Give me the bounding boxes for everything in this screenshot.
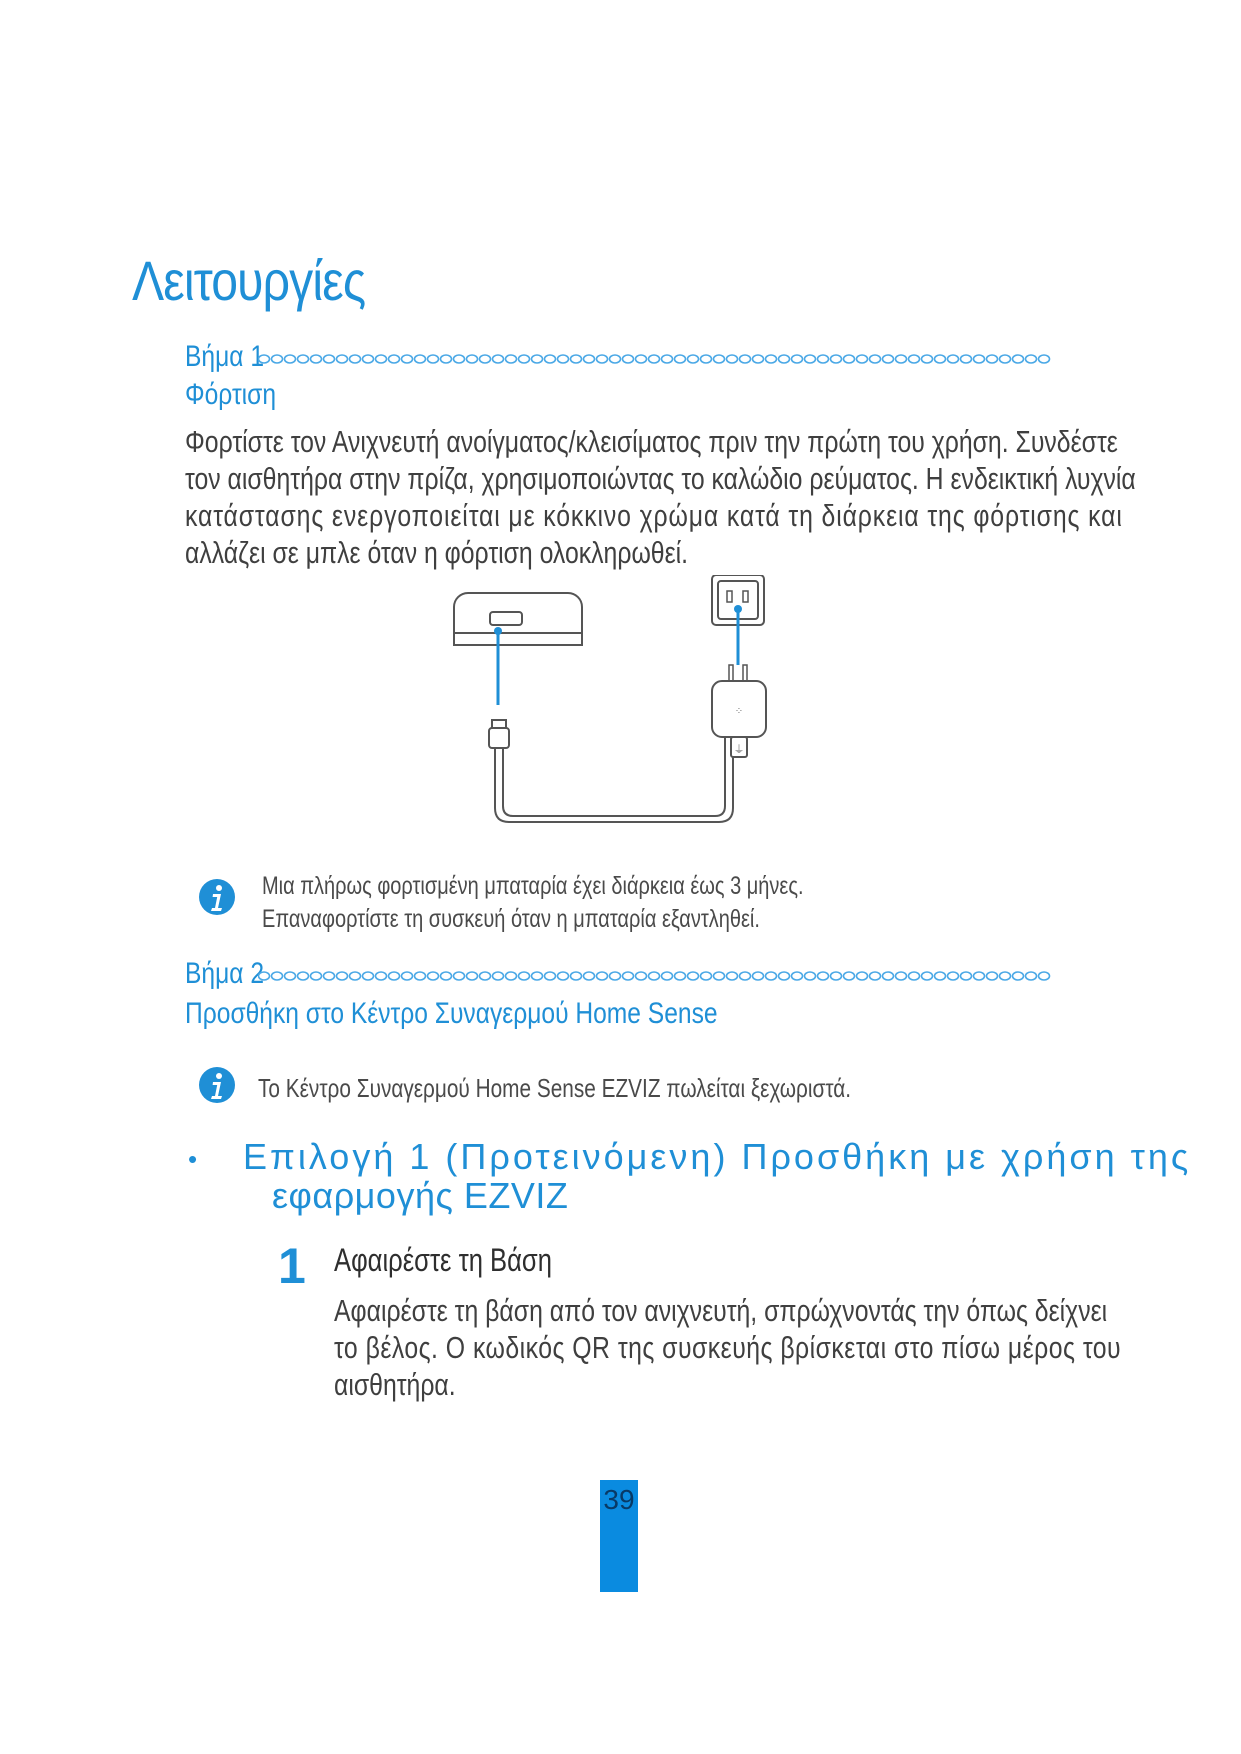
svg-text:⏚: ⏚ (733, 743, 745, 756)
rule-dot (740, 972, 751, 980)
rule-dot (571, 355, 582, 363)
rule-dot (597, 355, 608, 363)
rule-dot (428, 972, 439, 980)
rule-dot (350, 972, 361, 980)
rule-dot (805, 972, 816, 980)
rule-dot (467, 972, 478, 980)
rule-dot (701, 972, 712, 980)
rule-dot (519, 355, 530, 363)
rule-dot (922, 355, 933, 363)
step-1-label: Βήμα 1 (185, 340, 265, 373)
rule-dot (636, 355, 647, 363)
note-line: Επαναφορτίστε τη συσκευή όταν η μπαταρία εξαντληθεί. (262, 905, 760, 933)
rule-dot (675, 355, 686, 363)
option-1-heading-line-1: Επιλογή 1 (Προτεινόμενη) Προσθήκη με χρήση της (243, 1136, 1192, 1177)
rule-dot (285, 355, 296, 363)
body-line: Αφαιρέστε τη βάση από τον ανιχνευτή, σπρώχνοντάς την όπως δείχνει (334, 1293, 1108, 1328)
step-2-note: Το Κέντρο Συναγερμού Home Sense EZVIZ πωλείται ξεχωριστά. (258, 1073, 852, 1103)
rule-dot (649, 972, 660, 980)
body-line: αισθητήρα. (334, 1367, 456, 1402)
rule-dot (649, 355, 660, 363)
rule-dot (324, 355, 335, 363)
rule-dot (584, 972, 595, 980)
rule-dot (662, 355, 673, 363)
rule-dot (818, 972, 829, 980)
rule-dot (636, 972, 647, 980)
rule-dot (1000, 355, 1011, 363)
rule-dot (1013, 355, 1024, 363)
rule-dot (766, 972, 777, 980)
rule-dot (766, 355, 777, 363)
rule-dot (480, 972, 491, 980)
rule-dot (259, 355, 270, 363)
rule-dot (961, 972, 972, 980)
rule-dot (883, 355, 894, 363)
rule-dot (935, 972, 946, 980)
rule-dot (415, 355, 426, 363)
rule-dot (610, 355, 621, 363)
rule-dot (571, 972, 582, 980)
rule-dot (1039, 355, 1050, 363)
step-1-dotted-rule (258, 350, 1053, 368)
rule-dot (896, 972, 907, 980)
rule-dot (545, 972, 556, 980)
rule-dot (805, 355, 816, 363)
rule-dot (272, 972, 283, 980)
step-1-note (262, 870, 939, 936)
rule-dot (519, 972, 530, 980)
rule-dot (337, 355, 348, 363)
rule-dot (1026, 355, 1037, 363)
rule-dot (558, 355, 569, 363)
step-2-dotted-rule (258, 967, 1053, 985)
rule-dot (363, 972, 374, 980)
rule-dot (961, 355, 972, 363)
rule-dot (753, 972, 764, 980)
rule-dot (428, 355, 439, 363)
rule-dot (1013, 972, 1024, 980)
micro-usb-plug (489, 720, 509, 748)
rule-dot (779, 972, 790, 980)
rule-dot (948, 355, 959, 363)
rule-dot (441, 355, 452, 363)
rule-dot (259, 972, 270, 980)
power-adapter (712, 665, 766, 757)
rule-dot (688, 355, 699, 363)
body-line: αλλάζει σε μπλε όταν η φόρτιση ολοκληρωθεί. (185, 535, 689, 570)
rule-dot (1000, 972, 1011, 980)
body-line: κατάστασης ενεργοποιείται με κόκκινο χρώμα κατά τη διάρκεια της φόρτισης και (185, 498, 1123, 533)
rule-dot (857, 972, 868, 980)
rule-dot (532, 355, 543, 363)
rule-dot (714, 355, 725, 363)
rule-dot (883, 972, 894, 980)
cable (495, 738, 733, 822)
rule-dot (792, 355, 803, 363)
rule-dot (909, 355, 920, 363)
rule-dot (740, 355, 751, 363)
step-1-body (185, 423, 1185, 571)
rule-dot (623, 355, 634, 363)
rule-dot (467, 355, 478, 363)
rule-dot (935, 355, 946, 363)
rule-dot (298, 972, 309, 980)
rule-dot (493, 972, 504, 980)
rule-dot (844, 355, 855, 363)
body-line: το βέλος. Ο κωδικός QR της συσκευής βρίσκεται στο πίσω μέρος του (334, 1330, 1122, 1365)
rule-dot (987, 972, 998, 980)
rule-dot (974, 972, 985, 980)
rule-dot (948, 972, 959, 980)
rule-dot (376, 355, 387, 363)
rule-dot (285, 972, 296, 980)
rule-dot (584, 355, 595, 363)
rule-dot (870, 972, 881, 980)
rule-dot (402, 355, 413, 363)
rule-dot (857, 355, 868, 363)
charging-illustration (450, 575, 830, 840)
rule-dot (870, 355, 881, 363)
rule-dot (311, 355, 322, 363)
rule-dot (480, 355, 491, 363)
substep-number: 1 (278, 1238, 306, 1294)
page-number: 39 (603, 1484, 635, 1515)
rule-dot (727, 972, 738, 980)
rule-dot (389, 355, 400, 363)
step-1-heading: Φόρτιση (185, 378, 277, 411)
bullet: • (188, 1144, 198, 1174)
rule-dot (376, 972, 387, 980)
rule-dot (415, 972, 426, 980)
rule-dot (831, 355, 842, 363)
rule-dot (818, 355, 829, 363)
rule-dot (987, 355, 998, 363)
substep-body (334, 1292, 1234, 1403)
svg-text:⁘: ⁘ (734, 706, 744, 717)
option-1-heading-line-2: εφαρμογής EZVIZ (272, 1175, 569, 1216)
rule-dot (506, 972, 517, 980)
rule-dot (324, 972, 335, 980)
rule-dot (779, 355, 790, 363)
rule-dot (792, 972, 803, 980)
rule-dot (506, 355, 517, 363)
step-2-heading: Προσθήκη στο Κέντρο Συναγερμού Home Sense (185, 997, 718, 1030)
step-2-label: Βήμα 2 (185, 957, 265, 990)
rule-dot (389, 972, 400, 980)
rule-dot (402, 972, 413, 980)
info-icon (198, 878, 236, 916)
rule-dot (1039, 972, 1050, 980)
rule-dot (350, 355, 361, 363)
rule-dot (558, 972, 569, 980)
rule-dot (272, 355, 283, 363)
rule-dot (298, 355, 309, 363)
rule-dot (597, 972, 608, 980)
rule-dot (909, 972, 920, 980)
page-title: Λειτουργίες (132, 249, 366, 312)
rule-dot (454, 972, 465, 980)
rule-dot (688, 972, 699, 980)
rule-dot (493, 355, 504, 363)
rule-dot (545, 355, 556, 363)
rule-dot (454, 355, 465, 363)
rule-dot (623, 972, 634, 980)
info-icon (198, 1066, 236, 1104)
rule-dot (337, 972, 348, 980)
rule-dot (974, 355, 985, 363)
rule-dot (844, 972, 855, 980)
rule-dot (727, 355, 738, 363)
rule-dot (363, 355, 374, 363)
rule-dot (675, 972, 686, 980)
sensor-device (454, 593, 582, 645)
rule-dot (753, 355, 764, 363)
rule-dot (532, 972, 543, 980)
rule-dot (701, 355, 712, 363)
note-line: Μια πλήρως φορτισμένη μπαταρία έχει διάρκεια έως 3 μήνες. (262, 872, 804, 900)
rule-dot (662, 972, 673, 980)
rule-dot (441, 972, 452, 980)
body-line: τον αισθητήρα στην πρίζα, χρησιμοποιώντας το καλώδιο ρεύματος. Η ενδεικτική λυχνία (185, 461, 1136, 496)
substep-title: Αφαιρέστε τη Βάση (334, 1242, 552, 1278)
rule-dot (610, 972, 621, 980)
rule-dot (922, 972, 933, 980)
rule-dot (714, 972, 725, 980)
rule-dot (896, 355, 907, 363)
rule-dot (311, 972, 322, 980)
body-line: Φορτίστε τον Ανιχνευτή ανοίγματος/κλεισίματος πριν την πρώτη του χρήση. Συνδέστε (185, 424, 1118, 459)
rule-dot (1026, 972, 1037, 980)
rule-dot (831, 972, 842, 980)
